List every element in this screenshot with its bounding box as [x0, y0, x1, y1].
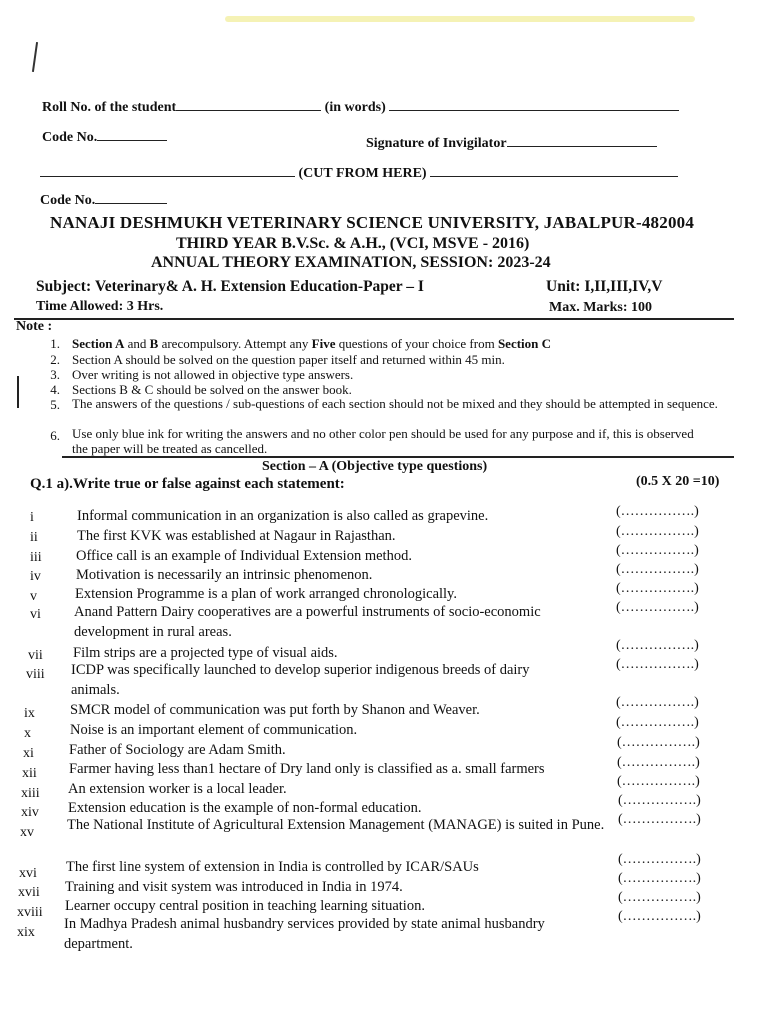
statement-text: Noise is an important element of communication.	[70, 722, 358, 738]
statement-number: ii	[30, 530, 38, 545]
unit-label: Unit:	[546, 278, 581, 295]
note-item: The answers of the questions / sub-questions of each section should not be mixed and they should be attempted in sequence.	[72, 396, 718, 411]
statement-text: Learner occupy central position in teaching learning situation.	[65, 898, 425, 914]
statement-text: Farmer having less than1 hectare of Dry land only is classified as a. small farmers	[69, 761, 545, 777]
statement-number: xvi	[19, 866, 37, 881]
margin-mark	[17, 376, 19, 408]
code-row-2	[40, 193, 167, 209]
marks-row	[549, 300, 652, 316]
statement-number: xiii	[21, 786, 40, 801]
note-bold: Five	[311, 336, 336, 351]
note-item: Section A should be solved on the question paper itself and returned within 45 min.	[72, 352, 505, 367]
answer-blank[interactable]: (…………….)	[616, 524, 699, 539]
statement-number: v	[30, 589, 37, 604]
university-title: NANAJI DESHMUKH VETERINARY SCIENCE UNIVERSITY, JABALPUR-482004	[50, 213, 695, 232]
note-bold: Section C	[497, 336, 552, 351]
note-item: Sections B & C should be solved on the answer book.	[72, 382, 352, 397]
statement-number: xiv	[21, 805, 39, 820]
roll-number-blank[interactable]	[176, 110, 321, 111]
answer-blank[interactable]: (…………….)	[617, 735, 700, 750]
answer-blank[interactable]: (…………….)	[618, 890, 701, 905]
note-bold: Section A	[72, 336, 125, 351]
header-divider	[14, 318, 734, 320]
notes-divider	[62, 456, 734, 458]
in-words-label: (in words)	[324, 100, 386, 115]
statement-text: In Madhya Pradesh animal husbandry services provided by state animal husbandry department.	[64, 916, 545, 952]
statement-text: Informal communication in an organization is also called as grapevine.	[77, 508, 489, 524]
statement-number: iii	[30, 550, 42, 565]
statement-number: xi	[23, 746, 34, 761]
highlighter-mark	[225, 16, 695, 22]
year-title: THIRD YEAR B.V.Sc. & A.H., (VCI, MSVE - 2016)	[176, 235, 530, 252]
statement-number: xvii	[18, 885, 40, 900]
statement-text: The National Institute of Agricultural Extension Management (MANAGE) is suited in Pune.	[67, 817, 605, 833]
code-label: Code No.	[42, 130, 98, 145]
code-row	[42, 130, 167, 146]
answer-blank[interactable]: (…………….)	[618, 852, 701, 867]
answer-blank[interactable]: (…………….)	[616, 600, 699, 615]
statement-text: ICDP was specifically launched to develop superior indigenous breeds of dairy animals.	[71, 662, 530, 698]
statement-text: Training and visit system was introduced in India in 1974.	[65, 879, 403, 895]
statement-text: An extension worker is a local leader.	[68, 781, 287, 797]
answer-blank[interactable]: (…………….)	[616, 504, 699, 519]
subject-label: Subject:	[36, 278, 92, 295]
answer-blank[interactable]: (…………….)	[616, 562, 699, 577]
note-number: 4.	[50, 382, 60, 397]
signature-label: Signature of Invigilator	[366, 136, 507, 151]
time-row	[36, 299, 163, 315]
statement-text: The first line system of extension in India is controlled by ICAR/SAUs	[66, 859, 479, 875]
note-number: 1.	[50, 336, 60, 351]
note-text: and	[124, 336, 150, 351]
statement-number: vii	[28, 648, 43, 663]
time-value: 3 Hrs.	[126, 299, 164, 314]
answer-blank[interactable]: (…………….)	[616, 715, 699, 730]
answer-blank[interactable]: (…………….)	[616, 657, 699, 672]
statement-number: i	[30, 510, 34, 525]
answer-blank[interactable]: (…………….)	[618, 793, 701, 808]
note-number: 3.	[50, 367, 60, 382]
answer-blank[interactable]: (…………….)	[618, 812, 701, 827]
answer-blank[interactable]: (…………….)	[616, 543, 699, 558]
signature-row	[366, 136, 657, 152]
cut-line-right	[430, 176, 678, 177]
marks-label: Max. Marks:	[549, 300, 628, 315]
statement-text: Motivation is necessarily an intrinsic phenomenon.	[76, 567, 373, 583]
note-text: arecompulsory. Attempt any	[158, 336, 312, 351]
statement-number: vi	[30, 607, 41, 622]
note-number: 2.	[50, 352, 60, 367]
cut-row	[40, 166, 678, 182]
note-item	[72, 336, 732, 351]
statement-text: Anand Pattern Dairy cooperatives are a powerful instruments of socio-economic development in rural areas.	[74, 604, 541, 640]
statement-number: xii	[22, 766, 37, 781]
pen-mark	[32, 42, 38, 72]
roll-row	[42, 100, 679, 116]
section-title: Section – A (Objective type questions)	[262, 459, 488, 474]
code-blank[interactable]	[97, 140, 167, 141]
note-number: 5.	[50, 397, 60, 412]
marks-value: 100	[631, 300, 653, 315]
statement-text: Office call is an example of Individual Extension method.	[76, 548, 412, 564]
code-blank-2[interactable]	[95, 203, 167, 204]
roll-in-words-blank[interactable]	[389, 110, 679, 111]
code-label-2: Code No.	[40, 193, 96, 208]
exam-title: ANNUAL THEORY EXAMINATION, SESSION: 2023-24	[151, 254, 551, 271]
statement-text: Film strips are a projected type of visual aids.	[73, 645, 338, 661]
statement-number: xix	[17, 925, 35, 940]
unit-value: I,II,III,IV,V	[584, 278, 663, 295]
note-number: 6.	[50, 428, 60, 443]
statement-number: ix	[24, 706, 35, 721]
cut-label: (CUT FROM HERE)	[298, 166, 427, 181]
statement-text: Father of Sociology are Adam Smith.	[69, 742, 286, 758]
note-item: Over writing is not allowed in objective type answers.	[72, 367, 354, 382]
note-bold: B	[149, 336, 159, 351]
roll-label: Roll No. of the student	[42, 100, 177, 115]
note-text: questions of your choice from	[335, 336, 498, 351]
answer-blank[interactable]: (…………….)	[618, 909, 701, 924]
statement-text: Extension Programme is a plan of work arranged chronologically.	[75, 586, 457, 602]
statement-number: viii	[26, 667, 45, 682]
statement-number: xv	[20, 825, 34, 840]
subject-value: Veterinary& A. H. Extension Education-Paper – I	[94, 278, 424, 295]
note-label: Note :	[16, 319, 53, 334]
note-item: Use only blue ink for writing the answers and no other color pen should be used for any purpose and if, this is observed the paper will be treated as cancelled.	[72, 426, 694, 456]
answer-blank[interactable]: (…………….)	[616, 581, 699, 596]
answer-blank[interactable]: (…………….)	[616, 638, 699, 653]
statement-number: x	[24, 726, 31, 741]
time-label: Time Allowed:	[36, 299, 124, 314]
answer-blank[interactable]: (…………….)	[618, 871, 701, 886]
cut-line-left	[40, 176, 295, 177]
statement-number: iv	[30, 569, 41, 584]
statement-text: SMCR model of communication was put forth by Shanon and Weaver.	[70, 702, 480, 718]
question-heading: Q.1 a).Write true or false against each statement:	[30, 476, 345, 492]
question-marks: (0.5 X 20 =10)	[636, 474, 720, 489]
statement-number: xviii	[17, 905, 43, 920]
statement-text: Extension education is the example of non-formal education.	[68, 800, 422, 816]
answer-blank[interactable]: (…………….)	[616, 695, 699, 710]
statement-text: The first KVK was established at Nagaur in Rajasthan.	[77, 528, 396, 544]
subject-row	[36, 278, 424, 296]
unit-row	[546, 278, 662, 296]
signature-blank[interactable]	[507, 146, 657, 147]
answer-blank[interactable]: (…………….)	[617, 755, 700, 770]
answer-blank[interactable]: (…………….)	[617, 774, 700, 789]
